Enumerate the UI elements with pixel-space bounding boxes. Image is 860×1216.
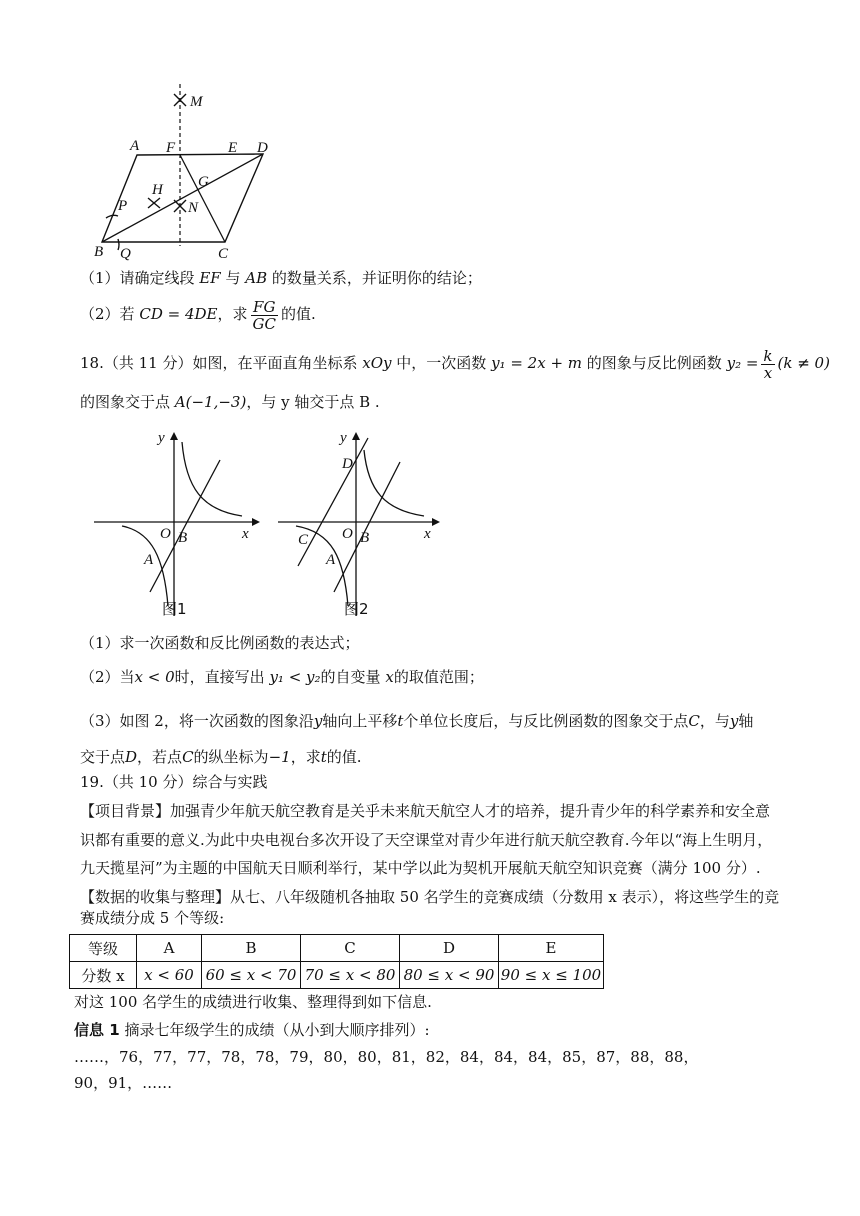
q19-background-line3: 九天揽星河”为主题的中国航天日顺利举行，某中学以此为契机开展航天航空知识竞赛（满分 100 分）. bbox=[80, 859, 761, 877]
table-cell: E bbox=[499, 935, 604, 962]
table-cell: 70 ≤ x < 80 bbox=[301, 962, 400, 989]
table-row bbox=[70, 935, 604, 962]
fig1-y-label: y bbox=[158, 430, 165, 446]
table-cell: A bbox=[137, 935, 202, 962]
label-C: C bbox=[218, 246, 229, 262]
fig1-A-label: A bbox=[144, 552, 154, 568]
parallelogram-figure bbox=[88, 82, 288, 264]
label-M: M bbox=[190, 94, 203, 110]
label-H: H bbox=[152, 182, 163, 198]
q18-part3-line2: 交于点D，若点C的纵坐标为−1，求t的值. bbox=[80, 748, 362, 766]
label-B: B bbox=[94, 244, 104, 260]
fig1-O-label: O bbox=[160, 526, 171, 542]
fig2-D-label: D bbox=[342, 456, 353, 472]
table-cell: 90 ≤ x ≤ 100 bbox=[499, 962, 604, 989]
fig2-C-label: C bbox=[298, 532, 309, 548]
fig2-x-label: x bbox=[424, 526, 431, 542]
graph-figure-2 bbox=[276, 428, 446, 620]
q18-statement-line1: 18.（共 11 分）如图，在平面直角坐标系 xOy 中，一次函数 y₁ = 2x + m 的图象与反比例函数 y₂ = $\frac{k}{x}$ (k ≠ 0) bbox=[80, 346, 830, 382]
table-row bbox=[70, 962, 604, 989]
table-cell: 等级 bbox=[70, 935, 137, 962]
q19-after-table: 对这 100 名学生的成绩进行收集、整理得到如下信息. bbox=[74, 993, 432, 1011]
fig1-B-label: B bbox=[178, 530, 188, 546]
q18-part2: （2）当x < 0时，直接写出 y₁ < y₂的自变量 x的取值范围； bbox=[80, 668, 484, 686]
label-D: D bbox=[257, 140, 268, 156]
fraction-fg-gc: $\frac{FG}{GC}$ bbox=[252, 297, 276, 333]
label-E: E bbox=[228, 140, 238, 156]
fig2-O-label: O bbox=[342, 526, 353, 542]
table-cell: 60 ≤ x < 70 bbox=[202, 962, 301, 989]
graph-figure-1 bbox=[92, 428, 262, 620]
q18-statement-line2: 的图象交于点 A(−1,−3)，与 y 轴交于点 B . bbox=[80, 393, 380, 411]
q17-part1: （1）请确定线段 EF 与 AB 的数量关系，并证明你的结论； bbox=[80, 269, 482, 287]
fig2-y-label: y bbox=[340, 430, 347, 446]
label-N: N bbox=[188, 200, 199, 216]
label-G: G bbox=[198, 174, 209, 190]
q19-scores-line2: 90，91，…… bbox=[74, 1074, 173, 1092]
fig2-B-label: B bbox=[360, 530, 370, 546]
q19-heading: 19.（共 10 分）综合与实践 bbox=[80, 773, 268, 791]
label-A: A bbox=[130, 138, 140, 154]
table-cell: B bbox=[202, 935, 301, 962]
q19-data-line1: 【数据的收集与整理】从七、八年级随机各抽取 50 名学生的竞赛成绩（分数用 x 表示），将这些学生的竞 bbox=[80, 888, 780, 906]
table-cell: D bbox=[400, 935, 499, 962]
fig1-caption: 图1 bbox=[162, 600, 187, 618]
q19-data-line2: 赛成绩分成 5 个等级: bbox=[80, 909, 225, 927]
q18-part3-line1: （3）如图 2，将一次函数的图象沿y轴向上平移t个单位长度后，与反比例函数的图象交于点C，与y轴 bbox=[80, 712, 754, 730]
table-cell: C bbox=[301, 935, 400, 962]
q18-part1: （1）求一次函数和反比例函数的表达式； bbox=[80, 634, 360, 652]
label-F: F bbox=[166, 140, 176, 156]
fraction-k-x: $\frac{k}{x}$ bbox=[763, 346, 773, 382]
table-cell: 分数 x bbox=[70, 962, 137, 989]
fig2-caption: 图2 bbox=[344, 600, 369, 618]
grade-table bbox=[69, 934, 604, 989]
q19-info1: 信息 1 摘录七年级学生的成绩（从小到大顺序排列）: bbox=[74, 1021, 430, 1039]
table-cell: x < 60 bbox=[137, 962, 202, 989]
fig2-A-label: A bbox=[326, 552, 336, 568]
q19-scores-line1: ……，76，77，77，78，78，79，80，80，81，82，84，84，84，85，87，88，88， bbox=[74, 1048, 699, 1066]
fig1-x-label: x bbox=[242, 526, 249, 542]
q17-part2: （2）若 CD = 4DE，求 $\frac{FG}{GC}$ 的值. bbox=[80, 297, 316, 333]
label-P: P bbox=[118, 198, 128, 214]
label-Q: Q bbox=[120, 246, 131, 262]
q19-background-line2: 识都有重要的意义.为此中央电视台多次开设了天空课堂对青少年进行航天航空教育.今年以“海上生明月， bbox=[80, 831, 773, 849]
table-cell: 80 ≤ x < 90 bbox=[400, 962, 499, 989]
q19-background-line1: 【项目背景】加强青少年航天航空教育是关乎未来航天航空人才的培养，提升青少年的科学素养和安全意 bbox=[80, 802, 771, 820]
